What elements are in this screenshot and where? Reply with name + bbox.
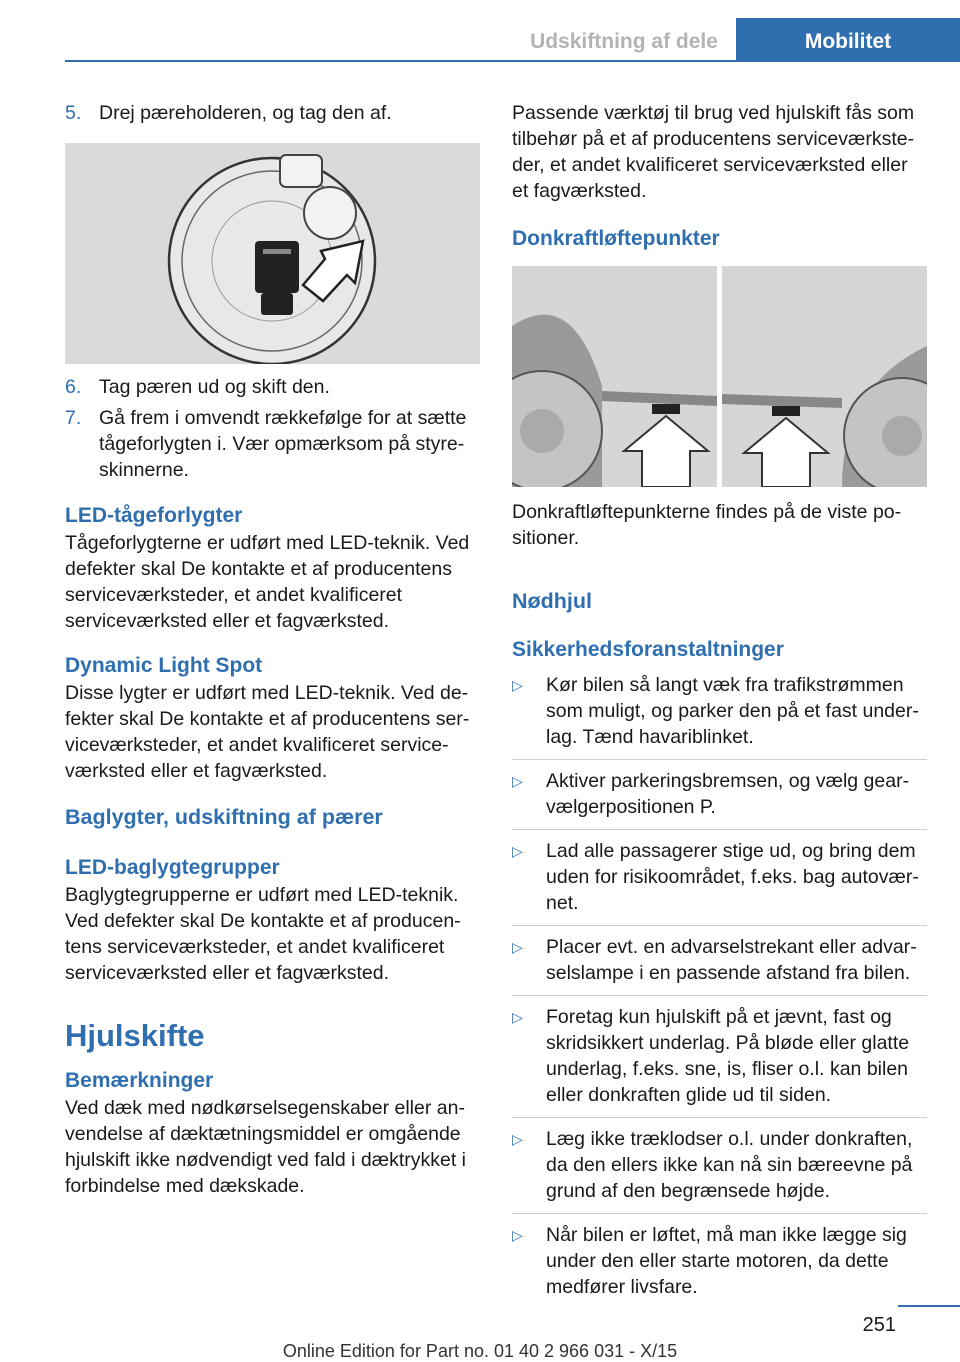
step-7	[65, 405, 480, 483]
list-item-text: Kør bilen så langt væk fra trafikstrømmen som muligt, og parker den på et fast underlag. Tænd havariblinket.	[546, 674, 919, 748]
header-chapter-tab: Mobilitet	[736, 18, 960, 62]
list-item	[512, 768, 927, 830]
list-item	[512, 1004, 927, 1118]
triangle-bullet-icon: ▷	[512, 1009, 523, 1025]
list-item	[512, 838, 927, 926]
list-item-text: Foretag kun hjulskift på et jævnt, fast og skridsikkert underlag. På bløde eller glatte underlag, f.eks. sne, is, fliser o.l. kan bilen eller donkraften glide ud til siden.	[546, 1006, 910, 1106]
step-text: Tag pæren ud og skift den.	[99, 376, 330, 398]
list-item	[512, 1126, 927, 1214]
header-rule	[65, 60, 960, 62]
triangle-bullet-icon: ▷	[512, 677, 523, 693]
jacking-points-figure	[512, 266, 927, 487]
step-6	[65, 374, 480, 400]
list-item-text: Lad alle passagerer stige ud, og bring dem uden for risikoområdet, f.eks. bag autoværnet.	[546, 840, 919, 914]
left-column	[65, 100, 480, 1199]
step-5	[65, 100, 480, 126]
triangle-bullet-icon: ▷	[512, 939, 523, 955]
dynamic-light-spot-text: Disse lygter er udført med LED-teknik. Ved defekter skal De kontakte et af producentens serviceværksteder, et andet kvalificeret serviceværksted eller et fagværksted.	[65, 682, 470, 782]
jacking-points-caption: Donkraftløftepunkterne findes på de viste positioner.	[512, 501, 902, 549]
spare-wheel-heading: Nødhjul	[512, 589, 593, 613]
led-tail-text: Baglygtegrupperne er udført med LED-teknik. Ved defekter skal De kontakte et af producentens serviceværksteder, et andet kvalificeret serviceværksted eller et fagværksted.	[65, 884, 461, 984]
list-item-text: Læg ikke træklodser o.l. under donkraften, da den ellers ikke kan nå sin bæreevne på grund af den begrænsede højde.	[546, 1128, 913, 1202]
step-number: 7.	[65, 407, 82, 429]
safety-heading: Sikkerhedsforanstaltninger	[512, 638, 784, 661]
notes-text: Ved dæk med nødkørselsegenskaber eller anvendelse af dæktætningsmiddel er omgående hjulskift ikke nødvendigt ved fald i dæktrykket i forbindelse med dækskade.	[65, 1097, 467, 1197]
page-number-rule	[898, 1305, 960, 1307]
tools-text: Passende værktøj til brug ved hjulskift fås som tilbehør på et af producentens serviceværksteder, et andet kvalificeret serviceværksted eller et fagværksted.	[512, 102, 915, 202]
step-number: 6.	[65, 376, 82, 398]
footer-edition: Online Edition for Part no. 01 40 2 966 031 - X/15	[282, 1341, 678, 1361]
triangle-bullet-icon: ▷	[512, 843, 523, 859]
page-number: 251	[862, 1314, 896, 1336]
list-item	[512, 934, 927, 996]
wheel-change-heading: Hjulskifte	[65, 1018, 205, 1053]
triangle-bullet-icon: ▷	[512, 1131, 523, 1147]
step-number: 5.	[65, 102, 82, 124]
list-item	[512, 1222, 927, 1309]
tail-lights-heading: Baglygter, udskiftning af pærer	[65, 805, 383, 829]
led-fog-heading: LED-tågeforlygter	[65, 504, 243, 527]
notes-heading: Bemærkninger	[65, 1069, 214, 1092]
dynamic-light-spot-heading: Dynamic Light Spot	[65, 654, 263, 677]
bulb-holder-illustration	[65, 143, 480, 364]
led-fog-text: Tågeforlygterne er udført med LED-teknik. Ved defekter skal De kontakte et af producentens serviceværksteder, et andet kvalificeret serviceværksted eller et fagværksted.	[65, 532, 470, 632]
triangle-bullet-icon: ▷	[512, 773, 523, 789]
right-column	[512, 100, 927, 1317]
triangle-bullet-icon: ▷	[512, 1227, 523, 1243]
jacking-points-heading: Donkraftløftepunkter	[512, 227, 720, 250]
jacking-points-illustration	[512, 266, 927, 487]
header-section-tab: Udskiftning af dele	[512, 18, 736, 62]
bulb-holder-figure	[65, 143, 480, 364]
list-item-text: Når bilen er løftet, må man ikke lægge sig under den eller starte motoren, da dette medfører livsfare.	[546, 1224, 907, 1298]
list-item	[512, 672, 927, 760]
led-tail-heading: LED-baglygtegrupper	[65, 856, 280, 879]
safety-list	[512, 672, 927, 1309]
step-text: Gå frem i omvendt rækkefølge for at sætte tågeforlygten i. Vær opmærksom på styreskinnerne.	[99, 407, 467, 481]
step-text: Drej pæreholderen, og tag den af.	[99, 102, 392, 124]
list-item-text: Placer evt. en advarselstrekant eller advarselslampe i en passende afstand fra bilen.	[546, 936, 917, 984]
list-item-text: Aktiver parkeringsbremsen, og vælg gearvælgerpositionen P.	[546, 770, 910, 818]
